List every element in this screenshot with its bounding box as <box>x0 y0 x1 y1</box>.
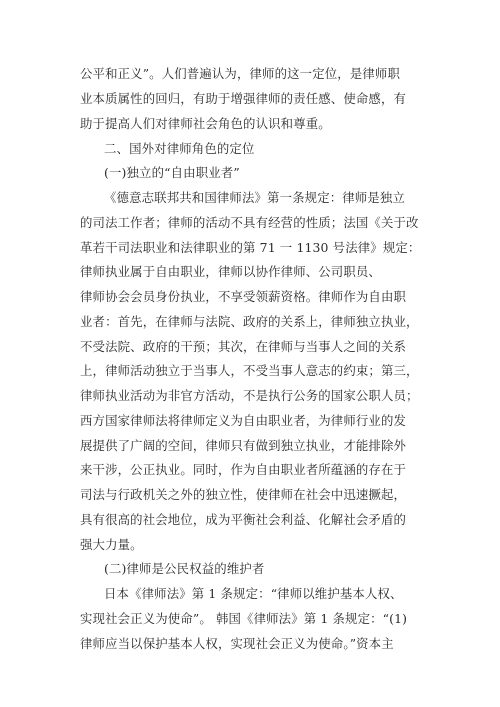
paragraph-line: 律师协会会员身份执业，不享受领薪资格。律师作为自由职 <box>80 289 407 304</box>
paragraph-line: 上，律师活动独立于当事人，不受当事人意志的约束；第三， <box>80 363 419 378</box>
paragraph-line: 的司法工作者；律师的活动不具有经营的性质；法国《关于改 <box>80 215 419 230</box>
paragraph-line: 《德意志联邦共和国律师法》第一条规定：律师是独立 <box>104 190 405 205</box>
paragraph-line: 不受法院、政府的干预；其次，在律师与当事人之间的关系 <box>80 339 407 354</box>
paragraph-line: 具有很高的社会地位，成为平衡社会利益、化解社会矛盾的 <box>80 512 407 527</box>
paragraph-line: 司法与行政机关之外的独立性，使律师在社会中迅速撅起， <box>80 487 407 502</box>
paragraph-line: 律师执业活动为非官方活动，不是执行公务的国家公职人员； <box>80 388 419 403</box>
paragraph-line: 强大力量。 <box>80 537 143 552</box>
paragraph-line: 业者：首先，在律师与法院、政府的关系上，律师独立执业， <box>80 314 419 329</box>
section-heading: 二、国外对律师角色的定位 <box>104 141 255 156</box>
subsection-heading: (一)独立的“自由职业者” <box>104 165 240 180</box>
paragraph-line: 律师应当以保护基本人权，实现社会正义为使命。”资本主 <box>80 636 394 651</box>
paragraph-line: 革若干司法职业和法律职业的第 71 一 1130 号法律》规定： <box>80 240 421 255</box>
paragraph-line: 西方国家律师法将律师定义为自由职业者，为律师行业的发 <box>80 413 407 428</box>
paragraph-line: 公平和正义”。人们普遍认为，律师的这一定位，是律师职 <box>80 66 400 81</box>
paragraph-line: 展提供了广阔的空间，律师只有做到独立执业，才能排除外 <box>80 438 407 453</box>
paragraph-line: 律师执业属于自由职业，律师以协作律师、公司职员、 <box>80 264 381 279</box>
paragraph-line: 实现社会正义为使命”。 韩国《律师法》第 1 条规定：“(1) <box>80 611 408 626</box>
paragraph-line: 来干涉，公正执业。同时，作为自由职业者所蕴涵的存在于 <box>80 462 407 477</box>
paragraph-line: 日本《律师法》第 1 条规定：“律师以维护基本人权、 <box>104 586 403 601</box>
subsection-heading: (二)律师是公民权益的维护者 <box>104 561 265 576</box>
paragraph-line: 助于提高人们对律师社会角色的认识和尊重。 <box>80 116 331 131</box>
paragraph-line: 业本质属性的回归，有助于增强律师的责任感、使命感，有 <box>80 91 407 106</box>
